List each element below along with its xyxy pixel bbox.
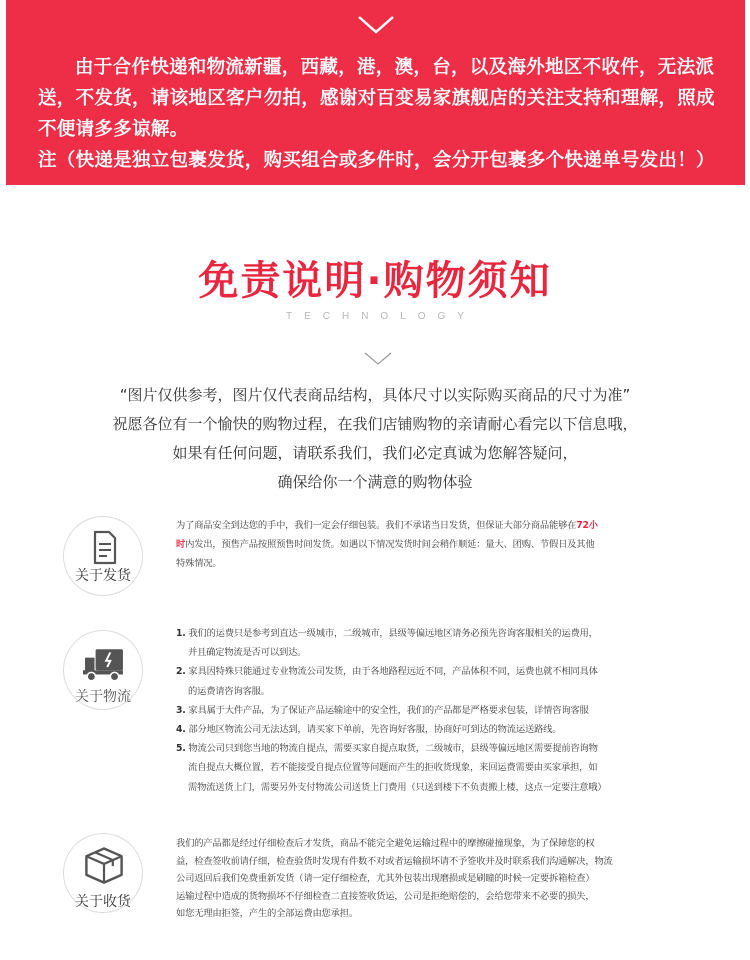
text-line: 如您无理由拒签，产生的全部运费由您承担。	[176, 908, 358, 919]
logistics-label: 关于物流	[75, 689, 131, 705]
list-item: 4. 部分地区物流公司无法达到，请买家下单前，先咨询好客服，协商好可到达的物流运送路线。	[176, 724, 562, 736]
list-item-cont: 需物流送货上门，需要另外支付物流公司送货上门费用（只送到楼下不负责搬上楼，这点一定要注意哦）	[188, 781, 607, 793]
banner-notice-text	[38, 52, 728, 176]
package-box-icon	[82, 844, 126, 886]
intro-line: 确保给你一个满意的购物体验	[277, 473, 473, 491]
receiving-text	[176, 835, 676, 923]
list-item-cont: 并且确定物流是否可以到达。	[188, 647, 307, 659]
list-item-cont: 流自提点大概位置，若不能接受自提点位置等问题而产生的拒收货现象，来回运费需要由买家承担，如	[188, 762, 598, 774]
receiving-badge	[63, 833, 143, 913]
logistics-text	[176, 624, 676, 797]
text-line: 益，检查签收前请仔细，检查验货时发现有件数不对或者运输损坏请不予签收并及时联系我们沟通解决，物流	[176, 855, 613, 867]
intro-text	[0, 381, 750, 497]
list-item: 2. 家具因特殊只能通过专业物流公司发货，由于各地路程远近不同，产品体积不同，运费也就不相同具体	[176, 666, 598, 678]
page-title: 免责说明·购物须知	[198, 258, 552, 304]
list-item-cont: 的运费请咨询客服。	[188, 685, 270, 697]
list-item: 5. 物流公司只到您当地的物流自提点，需要买家自提点取货，二级城市，县级等偏远地区需要提前咨询物	[176, 743, 598, 755]
list-item: 1. 我们的运费只是参考到直达一级城市，二级城市，县级等偏远地区请务必预先咨询客服相关的运费用，	[176, 628, 598, 639]
intro-line: 如果有任何问题，请联系我们，我们必定真诚为您解答疑问，	[172, 444, 578, 462]
list-item: 3. 家具属于大件产品，为了保证产品运输途中的安全性，我们的产品都是严格要求包装，详情咨询客服	[176, 704, 589, 716]
shipping-text	[176, 516, 676, 573]
text-line: 公司返回后我们免费重新发货（请一定仔细检查，尤其外包装出现磨损或是刷瞳的时候一定要拆箱检查）	[176, 873, 595, 884]
shipping-hours-highlight: 72小	[576, 520, 598, 531]
shipping-hours-highlight: 时	[176, 539, 186, 550]
text-line: 运输过程中造成的货物损坏不仔细检查二直接签收货运，公司是拒绝赔偿的，会给您带来不必要的损失，	[176, 890, 595, 902]
receiving-label: 关于收货	[75, 894, 131, 910]
chevron-down-icon	[363, 351, 393, 367]
logistics-badge	[63, 630, 143, 710]
banner-paragraph-1: 由于合作快递和物流新疆，西藏，港，澳，台，以及海外地区不收件，无法派送，不发货，请该地区客户勿拍，感谢对百变易家旗舰店的关注支持和理解，照成不便请多多谅解。	[38, 57, 715, 140]
shipping-label: 关于发货	[75, 568, 131, 584]
intro-line: 祝愿各位有一个愉快的购物过程，在我们店铺购物的亲请耐心看完以下信息哦，	[112, 415, 638, 433]
banner-paragraph-2: 注（快递是独立包裹发货，购买组合或多件时，会分开包裹多个快递单号发出！）	[38, 150, 715, 171]
notice-banner	[6, 0, 745, 185]
page-subtitle: TECHNOLOGY	[285, 311, 476, 322]
chevron-down-icon	[356, 14, 396, 36]
text-line: 时内发出，预售产品按照预售时间发货。如遇以下情况发货时间会稍作顺延：量大、团购、节假日及其他	[176, 539, 595, 550]
shipping-badge	[63, 516, 143, 596]
delivery-truck-icon	[78, 645, 130, 685]
text-line: 特殊情况。	[176, 558, 222, 569]
text-line: 我们的产品都是经过仔细检查后才发货，商品不能完全避免运输过程中的摩擦碰撞现象，为了保障您的权	[176, 838, 595, 849]
document-icon	[84, 529, 124, 567]
intro-line: “图片仅供参考，图片仅代表商品结构，具体尺寸以实际购买商品的尺寸为准”	[119, 386, 631, 404]
text-line: 为了商品安全到达您的手中，我们一定会仔细包装。我们不承诺当日发货，但保证大部分商品能够在72小	[176, 520, 598, 531]
